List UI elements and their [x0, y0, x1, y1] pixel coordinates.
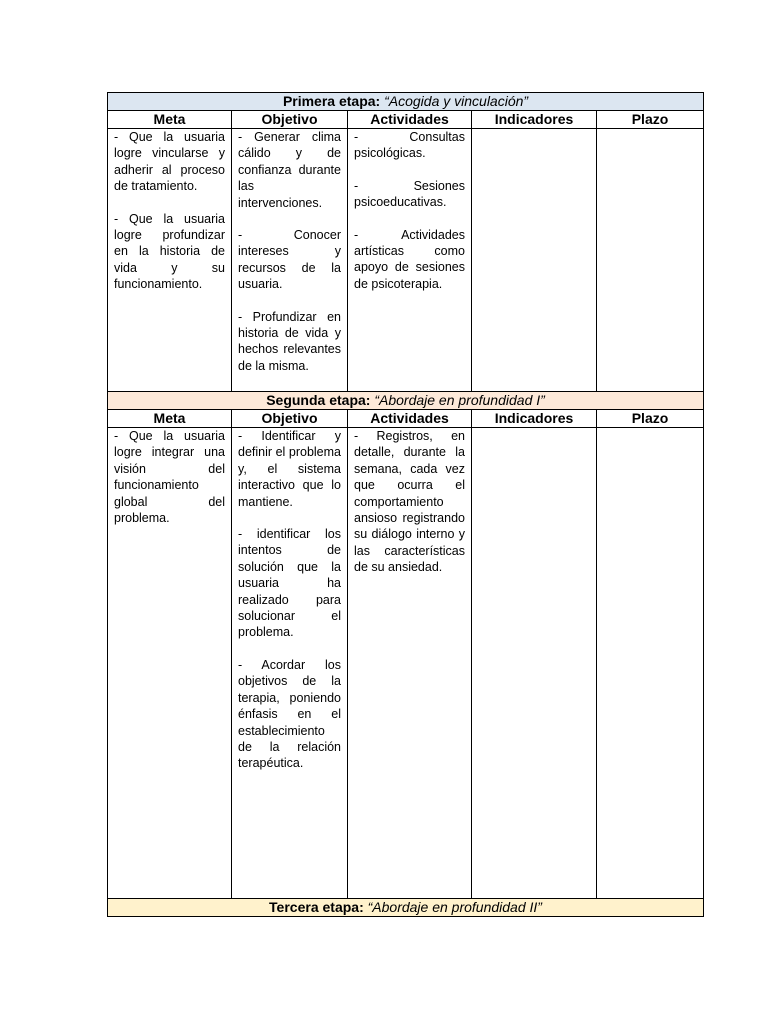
- stage-1-objetivo-item: - Profundizar en historia de vida y hechos relevantes de la misma.: [238, 309, 341, 373]
- stage-2-label: Segunda etapa:: [266, 392, 371, 408]
- header-indicadores: Indicadores: [472, 410, 597, 428]
- stage-1-title: [108, 93, 704, 111]
- stage-1-actividades-item: - Consultas psicológicas.: [354, 130, 465, 161]
- stage-1-actividades-item: - Sesiones psicoeducativas.: [354, 178, 465, 210]
- stage-2-meta-cell: [108, 428, 232, 899]
- stage-2-title: [108, 392, 704, 410]
- stage-1-objetivo-item: - Conocer intereses y recursos de la usuaria.: [238, 228, 341, 292]
- stage-1-meta-item: - Que la usuaria logre vincularse y adherir al proceso de tratamiento.: [114, 130, 225, 194]
- stage-1-objetivo-cell: [232, 129, 348, 392]
- intervention-plan-table: [107, 92, 704, 917]
- stage-2-meta-item: - Que la usuaria logre integrar una visión del funcionamiento global del problema.: [114, 429, 225, 526]
- stage-2-header-row: [108, 392, 704, 410]
- stage-1-actividades-cell: [348, 129, 472, 392]
- header-objetivo: Objetivo: [232, 410, 348, 428]
- header-actividades: Actividades: [348, 111, 472, 129]
- stage-3-label: Tercera etapa:: [269, 899, 364, 915]
- stage-1-actividades-item: - Actividades artísticas como apoyo de sesiones de psicoterapia.: [354, 227, 465, 291]
- header-meta: Meta: [108, 111, 232, 129]
- stage-1-content-row: [108, 129, 704, 392]
- stage-2-plazo-cell: [597, 428, 704, 899]
- stage-2-actividades-cell: [348, 428, 472, 899]
- stage-2-content-row: [108, 428, 704, 899]
- stage-2-actividades-item: - Registros, en detalle, durante la semana, cada vez que ocurra el comportamiento ansioso registrando su diálogo interno y las características de su ansiedad.: [354, 429, 465, 575]
- header-actividades: Actividades: [348, 410, 472, 428]
- stage-2-indicadores-cell: [472, 428, 597, 899]
- stage-1-meta-item: - Que la usuaria logre profundizar en la historia de vida y su funcionamiento.: [114, 211, 225, 292]
- column-header-row-1: [108, 111, 704, 129]
- header-objetivo: Objetivo: [232, 111, 348, 129]
- stage-1-meta-cell: [108, 129, 232, 392]
- stage-3-name: “Abordaje en profundidad II”: [367, 899, 542, 915]
- stage-2-objetivo-item: - Identificar y definir el problema y, el sistema interactivo que lo mantiene.: [238, 429, 341, 509]
- stage-2-name: “Abordaje en profundidad I”: [374, 392, 545, 408]
- stage-2-objetivo-item: - identificar los intentos de solución que la usuaria ha realizado para solucionar el problema.: [238, 527, 341, 640]
- stage-1-header-row: [108, 93, 704, 111]
- stage-1-name: “Acogida y vinculación”: [384, 93, 529, 109]
- stage-1-objetivo-item: - Generar clima cálido y de confianza durante las intervenciones.: [238, 130, 341, 210]
- stage-1-plazo-cell: [597, 129, 704, 392]
- header-indicadores: Indicadores: [472, 111, 597, 129]
- stage-3-header-row: [108, 899, 704, 917]
- stage-1-indicadores-cell: [472, 129, 597, 392]
- stage-1-label: Primera etapa:: [282, 93, 381, 109]
- column-header-row-2: [108, 410, 704, 428]
- header-meta: Meta: [108, 410, 232, 428]
- stage-3-title: [108, 899, 704, 917]
- header-plazo: Plazo: [597, 111, 704, 129]
- header-plazo: Plazo: [597, 410, 704, 428]
- stage-2-objetivo-cell: [232, 428, 348, 899]
- stage-2-objetivo-item: - Acordar los objetivos de la terapia, poniendo énfasis en el establecimiento de la relación terapéutica.: [238, 657, 341, 771]
